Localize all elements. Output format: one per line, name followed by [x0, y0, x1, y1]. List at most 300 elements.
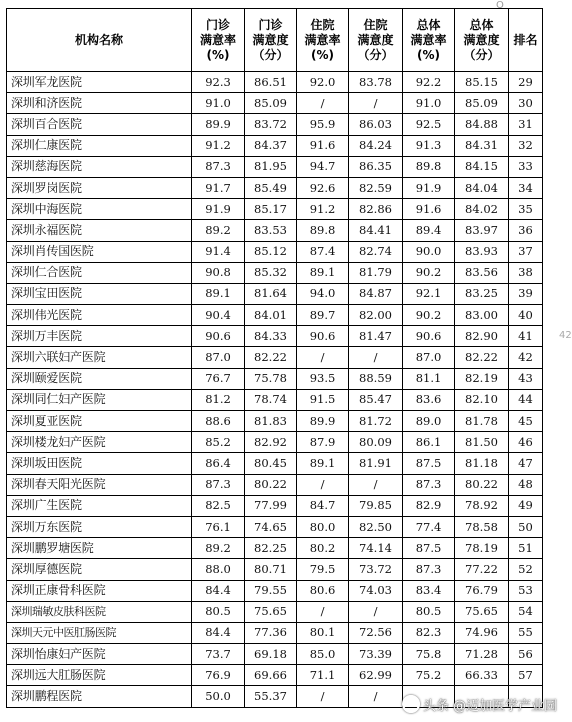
institution-name-cell: 深圳广生医院 [7, 495, 192, 516]
column-header-line: 住院 [363, 17, 388, 32]
score-cell: 71.28 [455, 644, 509, 665]
score-cell: 73.39 [349, 644, 403, 665]
score-cell: 80.5 [192, 601, 245, 622]
rank-cell: 30 [509, 93, 543, 114]
score-cell: 69.66 [245, 665, 297, 686]
score-cell: 80.5 [403, 601, 455, 622]
score-cell: 90.4 [192, 305, 245, 326]
score-cell: 77.4 [403, 516, 455, 537]
score-cell: 81.47 [349, 326, 403, 347]
institution-name-cell: 深圳宝田医院 [7, 283, 192, 304]
score-cell: 76.79 [455, 580, 509, 601]
rank-cell: 33 [509, 156, 543, 177]
score-cell: 82.25 [245, 538, 297, 559]
score-cell: 88.59 [349, 368, 403, 389]
rank-cell: 41 [509, 326, 543, 347]
score-cell: 82.00 [349, 305, 403, 326]
score-cell: 74.65 [245, 516, 297, 537]
institution-name-cell: 深圳瑞敏皮肤科医院 [7, 601, 192, 622]
score-cell: 83.00 [455, 305, 509, 326]
score-cell: 75.78 [245, 368, 297, 389]
score-cell: 94.7 [297, 156, 349, 177]
score-cell: 91.0 [192, 93, 245, 114]
score-cell: 87.3 [403, 474, 455, 495]
institution-name-cell: 深圳坂田医院 [7, 453, 192, 474]
score-cell: 91.3 [403, 135, 455, 156]
rank-cell: 36 [509, 220, 543, 241]
institution-name-cell: 深圳厚德医院 [7, 559, 192, 580]
score-cell: 80.45 [245, 453, 297, 474]
score-cell: 83.97 [455, 220, 509, 241]
score-cell: 73.7 [192, 644, 245, 665]
score-cell: 85.09 [245, 93, 297, 114]
column-header [349, 9, 403, 72]
score-cell: 93.5 [297, 368, 349, 389]
institution-name-cell: 深圳同仁妇产医院 [7, 389, 192, 410]
score-cell: 83.6 [403, 389, 455, 410]
score-cell: 85.49 [245, 177, 297, 198]
rank-cell: 56 [509, 644, 543, 665]
score-cell: 75.2 [403, 665, 455, 686]
institution-name-cell: 深圳百合医院 [7, 114, 192, 135]
score-cell: 90.8 [192, 262, 245, 283]
rank-cell: 39 [509, 283, 543, 304]
score-cell: 87.3 [192, 474, 245, 495]
table-row [7, 389, 543, 410]
table-row [7, 665, 543, 686]
score-cell: 87.5 [403, 453, 455, 474]
score-cell: 90.6 [297, 326, 349, 347]
score-cell: 86.03 [349, 114, 403, 135]
rank-cell: 47 [509, 453, 543, 474]
score-cell: 89.2 [192, 538, 245, 559]
table-row [7, 622, 543, 643]
institution-name-cell: 深圳肖传国医院 [7, 241, 192, 262]
institution-name-cell: 深圳中海医院 [7, 199, 192, 220]
score-cell: 79.85 [349, 495, 403, 516]
institution-name-cell: 深圳永福医院 [7, 220, 192, 241]
institution-name-cell: 深圳春天阳光医院 [7, 474, 192, 495]
institution-name-cell: 深圳远大肛肠医院 [7, 665, 192, 686]
table-body [7, 72, 543, 708]
rank-cell: 53 [509, 580, 543, 601]
column-header [509, 9, 543, 72]
score-cell: 78.58 [455, 516, 509, 537]
score-cell: 55.37 [245, 686, 297, 707]
watermark-text: 头条 @迈加医学产业园 [422, 699, 557, 714]
institution-name-cell: 深圳罗岗医院 [7, 177, 192, 198]
score-cell: 84.04 [455, 177, 509, 198]
score-cell: 85.47 [349, 389, 403, 410]
institution-name-cell: 深圳万丰医院 [7, 326, 192, 347]
score-cell: 80.6 [297, 580, 349, 601]
score-cell: 69.18 [245, 644, 297, 665]
table-row [7, 262, 543, 283]
table-row [7, 135, 543, 156]
rank-cell: 54 [509, 601, 543, 622]
score-cell: 81.91 [349, 453, 403, 474]
column-header-line: （分） [252, 47, 289, 62]
score-cell: 91.4 [192, 241, 245, 262]
column-header-line: 满意度 [357, 32, 394, 47]
column-header-line: 满意率 [410, 32, 447, 47]
score-cell: 85.12 [245, 241, 297, 262]
score-cell: / [349, 601, 403, 622]
score-cell: 71.1 [297, 665, 349, 686]
score-cell: 89.1 [192, 283, 245, 304]
institution-name-cell: 深圳和济医院 [7, 93, 192, 114]
rank-cell: 32 [509, 135, 543, 156]
score-cell: 86.1 [403, 432, 455, 453]
rank-cell: 35 [509, 199, 543, 220]
score-cell: 78.74 [245, 389, 297, 410]
score-cell: 89.0 [403, 411, 455, 432]
score-cell: 75.8 [403, 644, 455, 665]
score-cell: 91.6 [403, 199, 455, 220]
score-cell: 80.2 [297, 538, 349, 559]
score-cell: / [349, 93, 403, 114]
score-cell: 83.53 [245, 220, 297, 241]
score-cell: 82.9 [403, 495, 455, 516]
score-cell: 82.22 [245, 347, 297, 368]
score-cell: 79.5 [297, 559, 349, 580]
score-cell: 89.8 [297, 220, 349, 241]
score-cell: 84.37 [245, 135, 297, 156]
institution-name-cell: 深圳六联妇产医院 [7, 347, 192, 368]
score-cell: 83.93 [455, 241, 509, 262]
score-cell: 82.10 [455, 389, 509, 410]
rank-cell: 45 [509, 411, 543, 432]
score-cell: 78.92 [455, 495, 509, 516]
score-cell: 87.3 [192, 156, 245, 177]
score-cell: 86.35 [349, 156, 403, 177]
score-cell: / [349, 347, 403, 368]
score-cell: 90.6 [403, 326, 455, 347]
score-cell: 79.55 [245, 580, 297, 601]
margin-mark: 42 [559, 330, 572, 341]
table-row [7, 93, 543, 114]
score-cell: 84.87 [349, 283, 403, 304]
score-cell: 74.03 [349, 580, 403, 601]
score-cell: 87.5 [403, 538, 455, 559]
score-cell: 73.72 [349, 559, 403, 580]
score-cell: 82.59 [349, 177, 403, 198]
column-header-line: 门诊 [205, 17, 230, 32]
table-row [7, 495, 543, 516]
rank-cell: 38 [509, 262, 543, 283]
table-row [7, 368, 543, 389]
column-header-line: （分） [463, 47, 500, 62]
score-cell: 62.99 [349, 665, 403, 686]
score-cell: 83.78 [349, 72, 403, 93]
institution-name-cell: 深圳鹏程医院 [7, 686, 192, 707]
table-row [7, 114, 543, 135]
score-cell: 78.19 [455, 538, 509, 559]
score-cell: 89.9 [192, 114, 245, 135]
score-cell: 88.0 [192, 559, 245, 580]
table-row [7, 326, 543, 347]
column-header [192, 9, 245, 72]
score-cell: 88.6 [192, 411, 245, 432]
table-row [7, 347, 543, 368]
institution-name-cell: 深圳夏亚医院 [7, 411, 192, 432]
table-row [7, 156, 543, 177]
score-cell: 83.25 [455, 283, 509, 304]
column-header [7, 9, 192, 72]
institution-name-cell: 深圳慈海医院 [7, 156, 192, 177]
score-cell: 81.78 [455, 411, 509, 432]
table-row [7, 220, 543, 241]
score-cell: 76.1 [192, 516, 245, 537]
margin-mark: Ō [496, 0, 504, 11]
score-cell: 92.5 [403, 114, 455, 135]
score-cell: 81.64 [245, 283, 297, 304]
table-row [7, 72, 543, 93]
score-cell: 81.83 [245, 411, 297, 432]
score-cell: 91.0 [403, 93, 455, 114]
rank-cell: 57 [509, 665, 543, 686]
score-cell: 75.65 [455, 601, 509, 622]
score-cell: 81.50 [455, 432, 509, 453]
score-cell: 91.9 [403, 177, 455, 198]
institution-name-cell: 深圳楼龙妇产医院 [7, 432, 192, 453]
score-cell: / [297, 686, 349, 707]
score-cell: 91.6 [297, 135, 349, 156]
score-cell: 91.5 [297, 389, 349, 410]
rank-cell: 31 [509, 114, 543, 135]
table-row [7, 580, 543, 601]
score-cell: 80.22 [245, 474, 297, 495]
rank-cell: 44 [509, 389, 543, 410]
institution-name-cell: 深圳伟光医院 [7, 305, 192, 326]
score-cell: 82.90 [455, 326, 509, 347]
score-cell: 84.7 [297, 495, 349, 516]
column-header-line: 满意率 [304, 32, 341, 47]
score-cell: 83.72 [245, 114, 297, 135]
score-cell: 84.02 [455, 199, 509, 220]
score-cell: 83.4 [403, 580, 455, 601]
table-row [7, 601, 543, 622]
column-header-line: （分） [357, 47, 394, 62]
score-cell: 89.1 [297, 262, 349, 283]
score-cell: 87.0 [403, 347, 455, 368]
score-cell: 91.9 [192, 199, 245, 220]
score-cell: 77.22 [455, 559, 509, 580]
score-cell: 85.0 [297, 644, 349, 665]
score-cell: 89.9 [297, 411, 349, 432]
score-cell: 80.0 [297, 516, 349, 537]
score-cell: 80.22 [455, 474, 509, 495]
score-cell: 95.9 [297, 114, 349, 135]
column-header-line: 门诊 [258, 17, 283, 32]
score-cell: 77.36 [245, 622, 297, 643]
score-cell: 76.9 [192, 665, 245, 686]
score-cell: / [297, 93, 349, 114]
score-cell: 84.4 [192, 622, 245, 643]
watermark [399, 695, 557, 714]
column-header [245, 9, 297, 72]
rank-cell: 37 [509, 241, 543, 262]
score-cell: 87.0 [192, 347, 245, 368]
table-row [7, 559, 543, 580]
score-cell: 85.17 [245, 199, 297, 220]
score-cell: 81.1 [403, 368, 455, 389]
score-cell: 80.1 [297, 622, 349, 643]
score-cell: 81.2 [192, 389, 245, 410]
score-cell: 84.24 [349, 135, 403, 156]
institution-name-cell: 深圳颐爱医院 [7, 368, 192, 389]
score-cell: 90.0 [403, 241, 455, 262]
column-header-line: (%) [206, 47, 230, 62]
score-cell: 81.72 [349, 411, 403, 432]
score-cell: / [297, 474, 349, 495]
score-cell: / [297, 601, 349, 622]
institution-name-cell: 深圳怡康妇产医院 [7, 644, 192, 665]
score-cell: 92.6 [297, 177, 349, 198]
table-row [7, 177, 543, 198]
table-row [7, 644, 543, 665]
rank-cell: 42 [509, 347, 543, 368]
institution-name-cell: 深圳天元中医肛肠医院 [7, 622, 192, 643]
column-header-line: 满意度 [252, 32, 289, 47]
table-row [7, 305, 543, 326]
score-cell: 84.41 [349, 220, 403, 241]
score-cell: 74.96 [455, 622, 509, 643]
score-cell: 50.0 [192, 686, 245, 707]
institution-name-cell: 深圳正康骨科医院 [7, 580, 192, 601]
table-header-row [7, 9, 543, 72]
table-row [7, 432, 543, 453]
score-cell: 80.71 [245, 559, 297, 580]
score-cell: 89.2 [192, 220, 245, 241]
institution-name-cell: 深圳仁康医院 [7, 135, 192, 156]
column-header-line: 总体 [469, 17, 494, 32]
table-row [7, 474, 543, 495]
score-cell: 81.79 [349, 262, 403, 283]
score-cell: 82.86 [349, 199, 403, 220]
column-header-line: 满意率 [199, 32, 236, 47]
score-cell: 82.74 [349, 241, 403, 262]
score-cell: 91.7 [192, 177, 245, 198]
score-cell: 83.56 [455, 262, 509, 283]
column-header-line: 满意度 [463, 32, 500, 47]
score-cell: 92.2 [403, 72, 455, 93]
score-cell: 85.2 [192, 432, 245, 453]
score-cell: 87.4 [297, 241, 349, 262]
score-cell: 81.18 [455, 453, 509, 474]
score-cell: / [349, 474, 403, 495]
column-header-line: 总体 [416, 17, 441, 32]
rank-cell: 46 [509, 432, 543, 453]
score-cell: 84.33 [245, 326, 297, 347]
rank-cell: 43 [509, 368, 543, 389]
score-cell: 92.0 [297, 72, 349, 93]
score-cell: 84.31 [455, 135, 509, 156]
score-cell: 74.14 [349, 538, 403, 559]
score-cell: 82.19 [455, 368, 509, 389]
score-cell: 72.56 [349, 622, 403, 643]
score-cell: 85.32 [245, 262, 297, 283]
score-cell: 90.2 [403, 305, 455, 326]
score-cell: 82.50 [349, 516, 403, 537]
score-cell: 82.3 [403, 622, 455, 643]
score-cell: 87.3 [403, 559, 455, 580]
score-cell: 90.2 [403, 262, 455, 283]
score-cell: 75.65 [245, 601, 297, 622]
rank-cell: 48 [509, 474, 543, 495]
table-row [7, 538, 543, 559]
score-cell: 85.09 [455, 93, 509, 114]
score-cell: 82.22 [455, 347, 509, 368]
score-cell: 80.09 [349, 432, 403, 453]
table-row [7, 241, 543, 262]
rank-cell: 49 [509, 495, 543, 516]
satisfaction-table-sheet [6, 8, 543, 708]
table-row [7, 199, 543, 220]
column-header-line: 住院 [310, 17, 335, 32]
score-cell: / [297, 347, 349, 368]
score-cell: 87.9 [297, 432, 349, 453]
institution-name-cell: 深圳鹏罗塘医院 [7, 538, 192, 559]
rank-cell: 52 [509, 559, 543, 580]
score-cell: 82.5 [192, 495, 245, 516]
score-cell: 84.88 [455, 114, 509, 135]
score-cell: 84.15 [455, 156, 509, 177]
score-cell: 90.6 [192, 326, 245, 347]
score-cell: 66.33 [455, 665, 509, 686]
score-cell: 76.7 [192, 368, 245, 389]
score-cell: 89.8 [403, 156, 455, 177]
rank-cell: 34 [509, 177, 543, 198]
watermark-logo-icon [402, 695, 420, 713]
institution-name-cell: 深圳军龙医院 [7, 72, 192, 93]
column-header [297, 9, 349, 72]
rank-cell: 29 [509, 72, 543, 93]
score-cell: 92.1 [403, 283, 455, 304]
score-cell: 89.4 [403, 220, 455, 241]
rank-cell: 51 [509, 538, 543, 559]
score-cell: / [349, 686, 403, 707]
score-cell: 84.01 [245, 305, 297, 326]
rank-cell: 55 [509, 622, 543, 643]
score-cell: 86.51 [245, 72, 297, 93]
column-header-line: (%) [311, 47, 334, 62]
score-cell: 85.15 [455, 72, 509, 93]
score-cell: 89.7 [297, 305, 349, 326]
score-cell: 81.95 [245, 156, 297, 177]
table-row [7, 453, 543, 474]
column-header [403, 9, 455, 72]
score-cell: 82.92 [245, 432, 297, 453]
column-header [455, 9, 509, 72]
column-header-line: 机构名称 [74, 32, 123, 47]
score-cell: 89.1 [297, 453, 349, 474]
score-cell: 91.2 [297, 199, 349, 220]
table-row [7, 516, 543, 537]
score-cell: 77.99 [245, 495, 297, 516]
score-cell: 84.4 [192, 580, 245, 601]
score-cell: 94.0 [297, 283, 349, 304]
column-header-line: 排名 [513, 32, 538, 47]
satisfaction-table [6, 8, 543, 708]
column-header-line: (%) [417, 47, 440, 62]
institution-name-cell: 深圳万东医院 [7, 516, 192, 537]
score-cell: 91.2 [192, 135, 245, 156]
score-cell: 86.4 [192, 453, 245, 474]
table-row [7, 411, 543, 432]
rank-cell: 40 [509, 305, 543, 326]
table-row [7, 283, 543, 304]
